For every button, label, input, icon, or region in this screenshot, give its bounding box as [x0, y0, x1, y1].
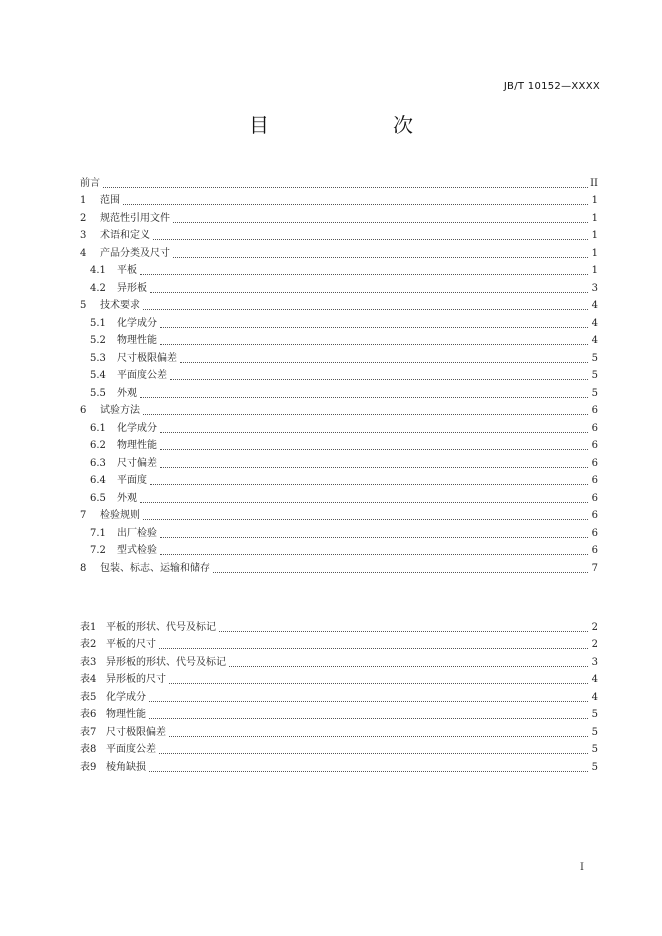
entry-page: 5 — [591, 761, 598, 773]
entry-label: 出厂检验 — [117, 527, 157, 539]
entry-page: 6 — [591, 422, 598, 434]
entry-page: 4 — [591, 300, 598, 311]
dot-leader — [149, 700, 588, 702]
dot-leader — [159, 647, 588, 649]
entry-number: 6 — [80, 405, 87, 416]
toc-entry[interactable] — [80, 260, 598, 278]
entry-number: 5.3 — [90, 352, 106, 364]
entry-label: 平板的尺寸 — [106, 639, 156, 650]
entry-number: 表6 — [80, 709, 97, 720]
entry-page: 6 — [591, 492, 598, 504]
entry-label: 包装、标志、运输和储存 — [100, 562, 210, 574]
entry-page: II — [590, 177, 598, 189]
entry-number: 5 — [80, 300, 87, 311]
entry-number: 5.1 — [90, 317, 106, 329]
entry-label: 尺寸偏差 — [117, 457, 157, 469]
page-title: 目 次 — [249, 113, 441, 137]
toc-entry[interactable] — [80, 277, 598, 295]
table-list-entry[interactable] — [80, 686, 598, 704]
page-number: I — [580, 862, 584, 873]
entry-number: 表1 — [80, 621, 97, 633]
entry-label: 平板的形状、代号及标记 — [106, 621, 216, 633]
entry-label: 化学成分 — [117, 317, 157, 329]
entry-number: 6.3 — [90, 457, 106, 469]
list-of-tables — [80, 616, 598, 774]
entry-label: 型式检验 — [117, 545, 157, 556]
table-of-contents — [80, 172, 598, 575]
entry-number: 4 — [80, 247, 87, 259]
entry-page: 5 — [591, 352, 598, 364]
table-list-entry[interactable] — [80, 616, 598, 634]
standard-code: JB/T 10152—XXXX — [503, 81, 600, 92]
table-list-entry[interactable] — [80, 634, 598, 652]
dot-leader — [140, 396, 588, 398]
dot-leader — [173, 221, 588, 223]
toc-entry[interactable] — [80, 452, 598, 470]
entry-label: 异形板的形状、代号及标记 — [106, 656, 226, 668]
toc-entry[interactable] — [80, 330, 598, 348]
toc-entry[interactable] — [80, 522, 598, 540]
entry-page: 7 — [591, 562, 598, 574]
toc-entry[interactable] — [80, 540, 598, 558]
toc-entry[interactable] — [80, 225, 598, 243]
entry-label: 前言 — [80, 177, 100, 189]
entry-number: 7.2 — [90, 545, 106, 556]
toc-entry[interactable] — [80, 435, 598, 453]
dot-leader — [143, 518, 588, 520]
dot-leader — [160, 343, 588, 345]
toc-entry[interactable] — [80, 470, 598, 488]
entry-page: 6 — [591, 527, 598, 539]
toc-entry[interactable] — [80, 295, 598, 313]
entry-page: 5 — [591, 726, 598, 738]
table-list-entry[interactable] — [80, 756, 598, 774]
dot-leader — [160, 448, 588, 450]
entry-page: 1 — [591, 247, 598, 259]
entry-label: 物理性能 — [106, 709, 146, 720]
dot-leader — [169, 735, 588, 737]
entry-label: 平面度公差 — [117, 370, 167, 381]
entry-page: 5 — [591, 709, 598, 720]
entry-page: 5 — [591, 744, 598, 755]
entry-page: 1 — [591, 230, 598, 241]
dot-leader — [153, 238, 588, 240]
entry-page: 4 — [591, 317, 598, 329]
entry-label: 外观 — [117, 387, 137, 399]
entry-page: 2 — [591, 621, 598, 633]
table-list-entry[interactable] — [80, 721, 598, 739]
entry-number: 6.1 — [90, 422, 106, 434]
entry-label: 化学成分 — [106, 691, 146, 703]
toc-entry[interactable] — [80, 505, 598, 523]
dot-leader — [160, 466, 588, 468]
dot-leader — [180, 361, 588, 363]
entry-page: 5 — [591, 370, 598, 381]
dot-leader — [160, 326, 588, 328]
toc-entry[interactable] — [80, 172, 598, 190]
entry-label: 异形板的尺寸 — [106, 674, 166, 685]
toc-entry[interactable] — [80, 190, 598, 208]
entry-page: 1 — [591, 195, 598, 206]
entry-label: 试验方法 — [100, 405, 140, 416]
entry-number: 4.1 — [90, 265, 106, 276]
toc-entry[interactable] — [80, 242, 598, 260]
entry-number: 6.4 — [90, 475, 106, 486]
entry-label: 术语和定义 — [100, 230, 150, 241]
entry-page: 6 — [591, 440, 598, 451]
dot-leader — [149, 717, 588, 719]
entry-page: 6 — [591, 405, 598, 416]
entry-label: 化学成分 — [117, 422, 157, 434]
dot-leader — [213, 571, 588, 573]
entry-number: 5.2 — [90, 335, 106, 346]
toc-entry[interactable] — [80, 347, 598, 365]
dot-leader — [150, 291, 588, 293]
entry-page: 6 — [591, 475, 598, 486]
entry-number: 3 — [80, 230, 87, 241]
entry-page: 4 — [591, 674, 598, 685]
entry-label: 产品分类及尺寸 — [100, 247, 170, 259]
toc-entry[interactable] — [80, 557, 598, 575]
entry-page: 6 — [591, 545, 598, 556]
entry-page: 3 — [591, 282, 598, 294]
table-list-entry[interactable] — [80, 651, 598, 669]
entry-number: 1 — [80, 195, 87, 206]
dot-leader — [159, 752, 588, 754]
entry-page: 4 — [591, 691, 598, 703]
dot-leader — [160, 553, 588, 555]
entry-number: 8 — [80, 562, 87, 574]
dot-leader — [160, 431, 588, 433]
table-list-entry[interactable] — [80, 704, 598, 722]
toc-entry[interactable] — [80, 312, 598, 330]
entry-page: 2 — [591, 639, 598, 650]
entry-number: 6.2 — [90, 440, 106, 451]
entry-page: 5 — [591, 387, 598, 399]
entry-number: 4.2 — [90, 282, 106, 294]
entry-label: 规范性引用文件 — [100, 212, 170, 224]
dot-leader — [140, 501, 588, 503]
entry-number: 5.5 — [90, 387, 106, 399]
entry-page: 3 — [591, 656, 598, 668]
table-list-entry[interactable] — [80, 669, 598, 687]
entry-label: 尺寸极限偏差 — [106, 726, 166, 738]
table-list-entry[interactable] — [80, 739, 598, 757]
dot-leader — [160, 536, 588, 538]
entry-number: 表4 — [80, 674, 97, 685]
dot-leader — [169, 682, 588, 684]
toc-entry[interactable] — [80, 365, 598, 383]
entry-page: 1 — [591, 265, 598, 276]
entry-label: 检验规则 — [100, 510, 140, 521]
entry-number: 5.4 — [90, 370, 106, 381]
entry-label: 物理性能 — [117, 335, 157, 346]
entry-number: 表5 — [80, 691, 97, 703]
entry-label: 平面度公差 — [106, 744, 156, 755]
entry-page: 1 — [591, 212, 598, 224]
entry-page: 4 — [591, 335, 598, 346]
dot-leader — [173, 256, 588, 258]
dot-leader — [149, 770, 588, 772]
entry-page: 6 — [591, 510, 598, 521]
entry-number: 表9 — [80, 761, 97, 773]
entry-page: 6 — [591, 457, 598, 469]
entry-label: 技术要求 — [100, 300, 140, 311]
toc-entry[interactable] — [80, 487, 598, 505]
dot-leader — [123, 203, 588, 205]
toc-entry[interactable] — [80, 382, 598, 400]
dot-leader — [150, 483, 588, 485]
dot-leader — [170, 378, 588, 380]
entry-label: 棱角缺损 — [106, 761, 146, 773]
entry-number: 7.1 — [90, 527, 106, 539]
entry-label: 范围 — [100, 195, 120, 206]
entry-number: 表2 — [80, 639, 97, 650]
dot-leader — [140, 273, 588, 275]
dot-leader — [143, 413, 588, 415]
entry-label: 异形板 — [117, 282, 147, 294]
entry-label: 平板 — [117, 265, 137, 276]
entry-label: 物理性能 — [117, 440, 157, 451]
entry-number: 表8 — [80, 744, 97, 755]
entry-number: 2 — [80, 212, 87, 224]
entry-number: 表3 — [80, 656, 97, 668]
entry-label: 外观 — [117, 492, 137, 504]
toc-entry[interactable] — [80, 207, 598, 225]
toc-entry[interactable] — [80, 417, 598, 435]
dot-leader — [229, 665, 588, 667]
dot-leader — [143, 308, 588, 310]
entry-label: 尺寸极限偏差 — [117, 352, 177, 364]
entry-number: 6.5 — [90, 492, 106, 504]
entry-number: 7 — [80, 510, 87, 521]
dot-leader — [103, 186, 588, 188]
toc-entry[interactable] — [80, 400, 598, 418]
entry-number: 表7 — [80, 726, 97, 738]
entry-label: 平面度 — [117, 475, 147, 486]
dot-leader — [219, 630, 588, 632]
